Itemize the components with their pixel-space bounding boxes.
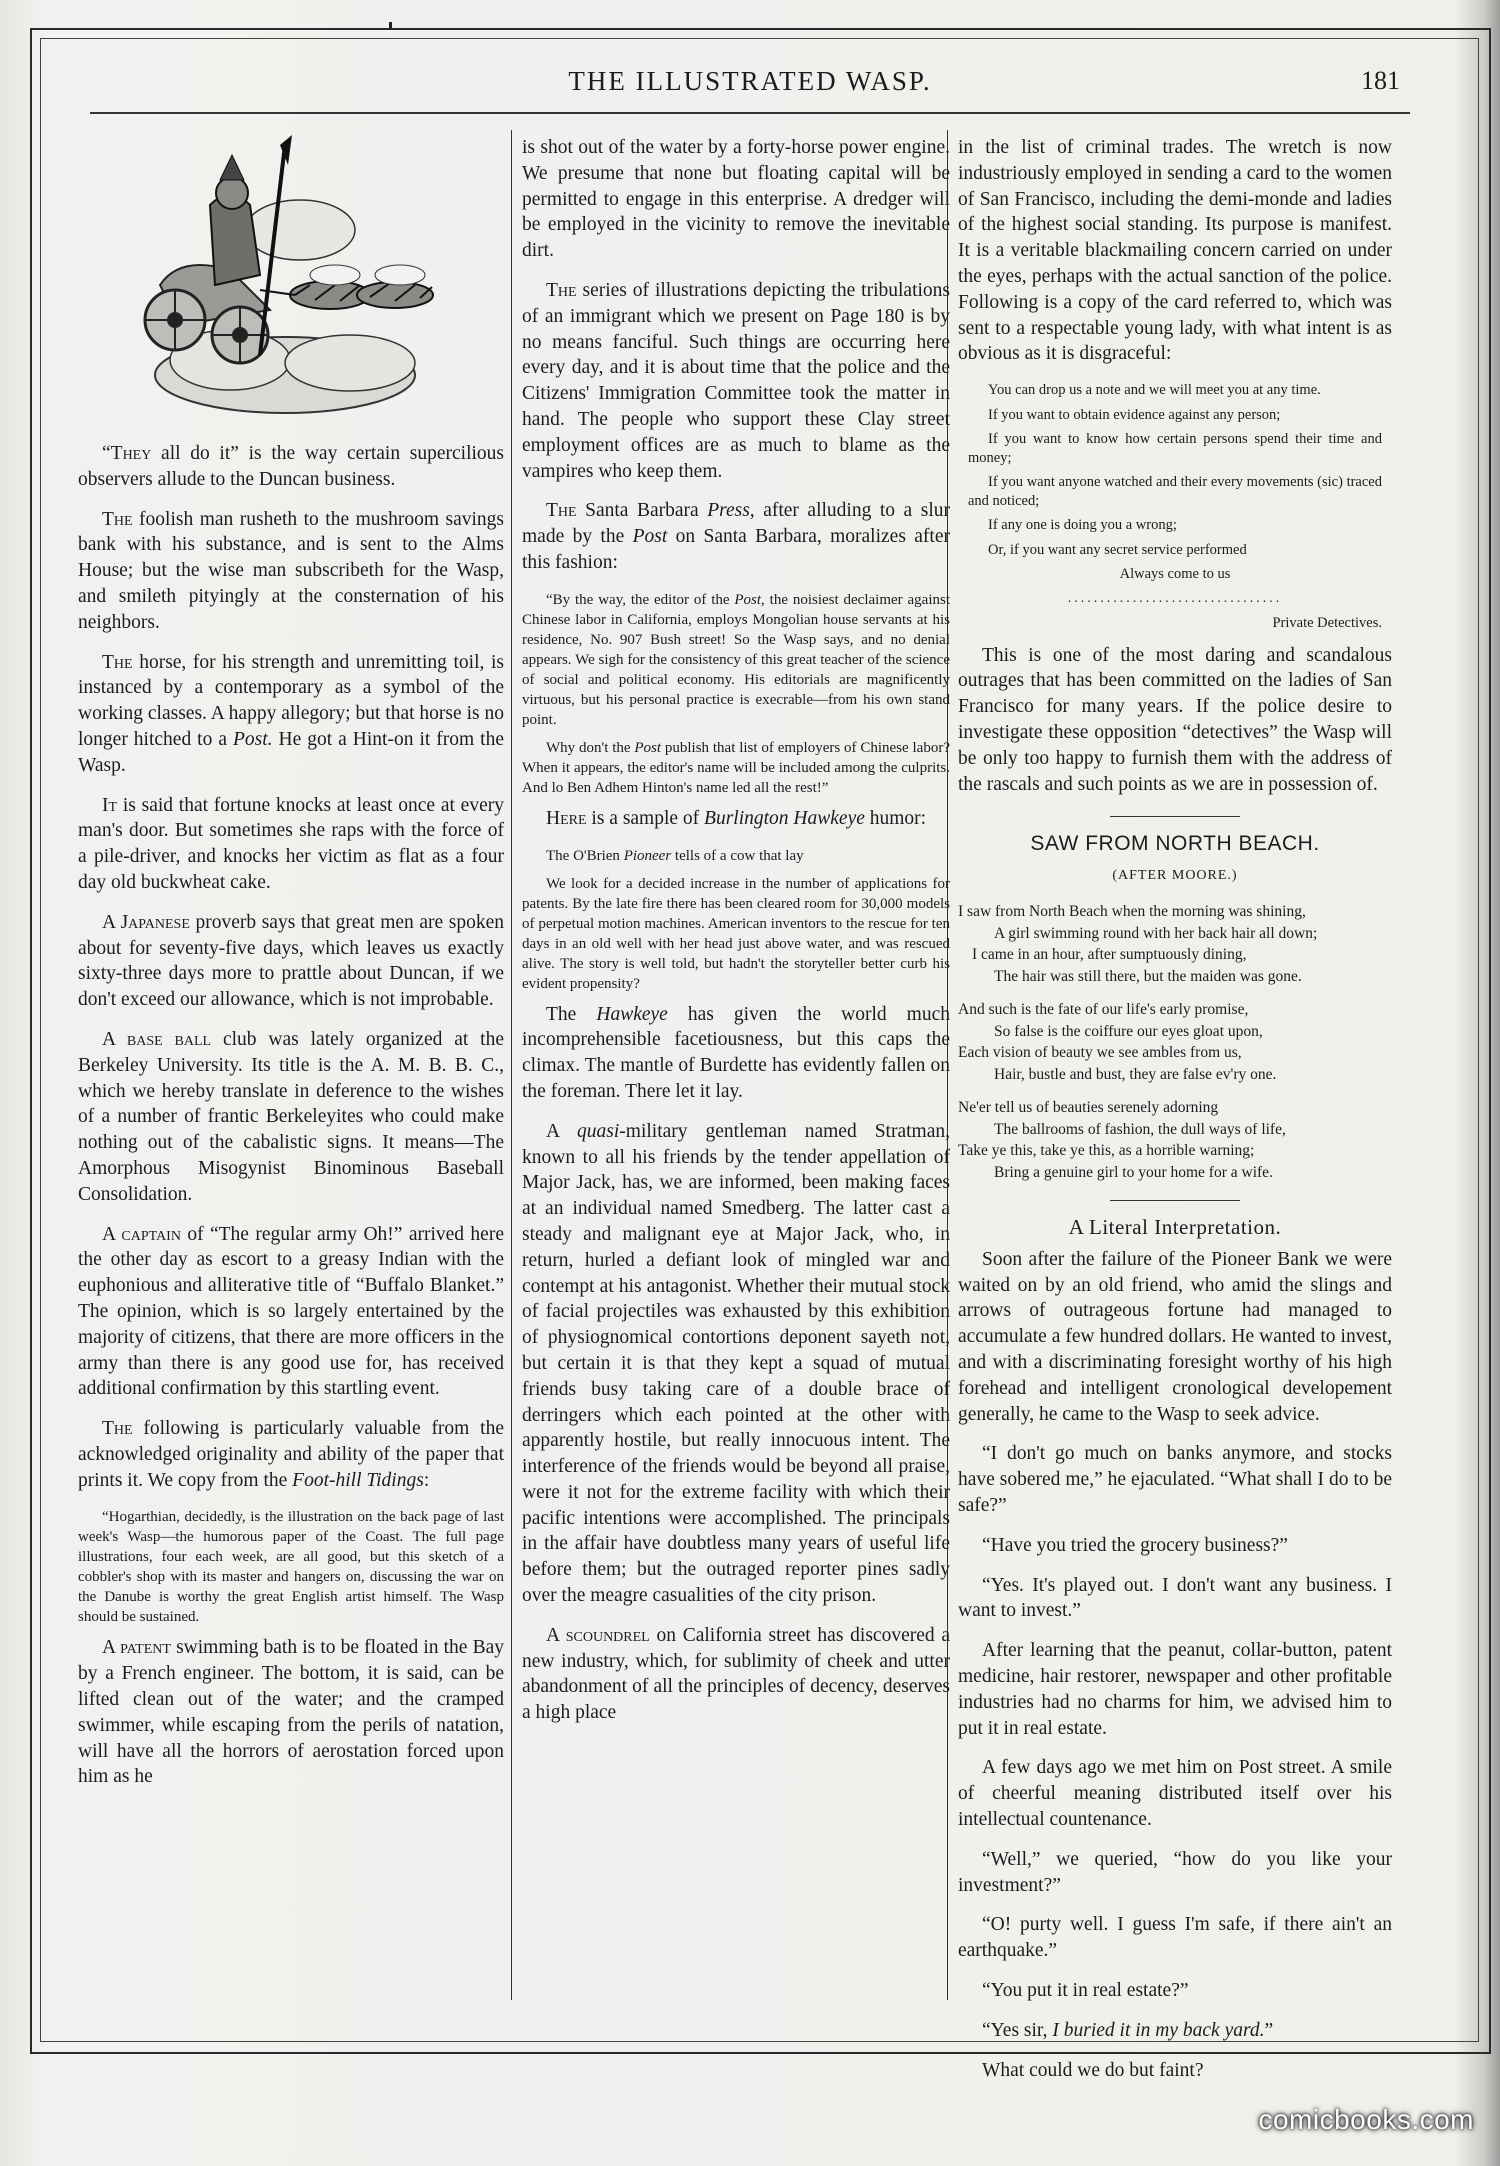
card-line: If any one is doing you a wrong;	[988, 517, 1177, 534]
masthead	[90, 62, 1410, 114]
paragraph: The series of illustrations depicting the tribulations of an immigrant which we present on Page 180 is by no means fanciful. Such things are occurring here every day, and it is about time that the police and the Citizens' Immigration Committee took the matter in hand. The people who support these Clay street employment offices are as much to blame as the vampires who keep them.	[522, 279, 950, 482]
paragraph: A few days ago we met him on Post street. A smile of cheerful meaning distributed itself over his intellectual countenance.	[958, 1757, 1392, 1830]
verse-line: A girl swimming round with her back hair all down;	[994, 924, 1318, 942]
quotation: Why don't the Post publish that list of employers of Chinese labor? When it appears, the editor's name will be included among the culprits. And lo Ben Adhem Hinton's name led all the rest!”	[522, 739, 950, 796]
paragraph: “O! purty well. I guess I'm safe, if there ain't an earthquake.”	[958, 1914, 1392, 1962]
detective-card	[968, 381, 1382, 633]
paragraph: The horse, for his strength and unremitting toil, is instanced by a contemporary as a symbol of the working classes. A happy allegory; but that horse is no longer hitched to a Post. He got a Hint-on it from the Wasp.	[78, 651, 504, 776]
poem-stanza	[958, 999, 1392, 1085]
paragraph: The foolish man rusheth to the mushroom savings bank with his substance, and is sent to the Alms House; but the wise man subscribeth for the Wasp, and smileth pityingly at the consternation of his neighbors.	[78, 508, 504, 633]
card-line: You can drop us a note and we will meet you at any time.	[988, 382, 1321, 399]
paragraph: A scoundrel on California street has discovered a new industry, which, for sublimity of cheek and utter abandonment of all the principles of decency, deserves a high place	[522, 1624, 951, 1724]
paragraph: “You put it in real estate?”	[982, 1979, 1189, 2001]
verse-line: Hair, bustle and bust, they are false ev'ry one.	[994, 1065, 1277, 1083]
poem-title: SAW FROM NORTH BEACH.	[1030, 832, 1320, 856]
paragraph: “They all do it” is the way certain supercilious observers allude to the Duncan business.	[78, 443, 504, 490]
paragraph: What could we do but faint?	[982, 2059, 1204, 2081]
paragraph: This is one of the most daring and scandalous outrages that has been committed on the ladies of San Francisco for many years. If the police desire to investigate these opposition “detectives” the Wasp will be only too happy to furnish them with the address of the rascals and such points as we are in possession of.	[958, 644, 1392, 795]
paragraph: The Hawkeye has given the world much incomprehensible facetiousness, but this caps the climax. The mantle of Burdette has evidently fallen on the foreman. There let it lay.	[522, 1003, 950, 1102]
card-line: If you want to obtain evidence against any person;	[988, 406, 1281, 423]
paragraph: “Yes sir, I buried it in my back yard.”	[982, 2019, 1274, 2041]
column-1	[78, 135, 504, 2005]
card-line: If you want anyone watched and their every movements (sic) traced and noticed;	[968, 474, 1382, 509]
verse-line: Each vision of beauty we see ambles from us,	[958, 1044, 1242, 1062]
poem-stanza	[958, 901, 1392, 987]
paragraph: A base ball club was lately organized at the Berkeley University. Its title is the A. M. B. B. C., which we hereby translate in deference to the wishes of a number of frantic Berkeleyites who could make nothing out of the cabalistic signs. It means—The Amorphous Misogynist Binominous Baseball Consolidation.	[78, 1028, 504, 1205]
page-number: 181	[1361, 66, 1400, 95]
verse-line: Ne'er tell us of beauties serenely adorning	[958, 1099, 1219, 1117]
quotation: We look for a decided increase in the number of applications for patents. By the late fire there has been cleared room for 30,000 models of perpetual motion machines. American inventors to the rescue for ten days in an old well with her head just above water, and was rescued alive. The story is well told, but hadn't the storyteller better curb his evident propensity?	[522, 875, 950, 992]
paragraph: in the list of criminal trades. The wretch is now industriously employed in sending a card to the women of San Francisco, including the demi-monde and ladies of the highest social standing. Its purpose is manifest. It is a veritable blackmailing concern carried on under the eyes, perhaps with the actual sanction of the police. Following is a copy of the card referred to, which was sent to a respectable young lady, with what intent is as obvious as it is disgraceful:	[958, 137, 1392, 365]
chariot-figure-illustration	[120, 135, 450, 425]
quotation: “Hogarthian, decidedly, is the illustration on the back page of last week's Wasp—the humorous paper of the Coast. The full page illustrations, four each week, are all good, but this sketch of a cobbler's shop with its master and hangers on, discussing the war on the Danube is worthy the great English artist himself. The Wasp should be sustained.	[78, 1509, 504, 1626]
paragraph: The following is particularly valuable from the acknowledged originality and ability of the paper that prints it. We copy from the Foot-hill Tidings:	[78, 1418, 504, 1491]
verse-line: I saw from North Beach when the morning was shining,	[958, 903, 1306, 921]
verse-line: I came in an hour, after sumptuously dining,	[972, 946, 1247, 964]
verse-line: Bring a genuine girl to your home for a wife.	[994, 1163, 1273, 1181]
paragraph: It is said that fortune knocks at least once at every man's door. But sometimes she raps with the force of a pile-driver, and knocks her victim as flat as a four day old buckwheat cake.	[78, 794, 504, 893]
paragraph: A patent swimming bath is to be floated in the Bay by a French engineer. The bottom, it is said, can be lifted clean out of the water; and the cramped swimmer, while escaping from the perils of natation, will have all the horrors of aerostation forced upon him as he	[78, 1637, 504, 1788]
quotation: The O'Brien Pioneer tells of a cow that lay	[546, 847, 804, 864]
verse-line: The hair was still there, but the maiden was gone.	[994, 967, 1302, 985]
column-3	[958, 135, 1392, 2081]
quotation: “By the way, the editor of the Post, the noisiest declaimer against Chinese labor in California, employs Mongolian house servants at his residence, No. 907 Bush street! So the Wasp says, and no denial appears. We sigh for the consistency of this great teacher of the science of social and political economy. His editorials are magnificently virtuous, but his personal practice is execrable—from his own stand point.	[522, 591, 950, 728]
column-2	[522, 135, 950, 2005]
card-signature: Private Detectives.	[1272, 615, 1382, 632]
paragraph: “I don't go much on banks anymore, and stocks have sobered me,” he ejaculated. “What shall I do to be safe?”	[958, 1443, 1392, 1517]
card-line: If you want to know how certain persons spend their time and money;	[968, 431, 1382, 466]
paragraph: After learning that the peanut, collar-button, patent medicine, hair restorer, newspaper and other profitable industries had no charms for him, we advised him to put it in real estate.	[958, 1640, 1392, 1739]
verse-line: The ballrooms of fashion, the dull ways of life,	[994, 1120, 1286, 1138]
card-dots: .................................	[1067, 590, 1283, 606]
paragraph: A Japanese proverb says that great men are spoken about for seventy-five days, which leaves us exactly sixty-three days more to prattle about Duncan, if we don't exceed our allowance, which is not improbable.	[78, 911, 504, 1011]
paragraph: “Have you tried the grocery business?”	[982, 1534, 1288, 1556]
paragraph: The Santa Barbara Press, after alluding to a slur made by the Post on Santa Barbara, moralizes after this fashion:	[522, 500, 950, 573]
publication-title: THE ILLUSTRATED WASP.	[568, 66, 932, 96]
card-line: Or, if you want any secret service performed	[988, 541, 1247, 558]
paragraph: is shot out of the water by a forty-horse power engine. We presume that none but floating capital will be permitted to engage in this enterprise. A dredger will be employed in the vicinity to remove the inevitable dirt.	[522, 137, 950, 262]
verse-line: So false is the coiffure our eyes gloat upon,	[994, 1022, 1263, 1040]
column-rule-1	[511, 130, 512, 2000]
ornamental-divider	[958, 811, 1392, 821]
paragraph: “Well,” we queried, “how do you like your investment?”	[958, 1848, 1392, 1896]
paragraph: Soon after the failure of the Pioneer Bank we were waited on by an old friend, who amid the slings and arrows of outrageous fortune had managed to accumulate a few hundred dollars. He wanted to invest, and with a discriminating foresight worthy of his high forehead and intelligent cronological developement generally, he came to the Wasp to seek advice.	[958, 1248, 1392, 1425]
paragraph: Here is a sample of Burlington Hawkeye humor:	[546, 807, 927, 829]
paragraph: A captain of “The regular army Oh!” arrived here the other day as escort to a greasy Indian with the euphonious and alliterative title of “Buffalo Blanket.” The opinion, which is so largely entertained by the majority of citizens, that there are more officers in the army than there is any good use for, has received additional confirmation by this startling event.	[78, 1223, 504, 1400]
watermark: comicbooks.com	[1258, 2104, 1474, 2135]
card-line: Always come to us	[1119, 566, 1231, 583]
verse-line: Take ye this, take ye this, as a horrible warning;	[958, 1142, 1255, 1160]
paragraph: A quasi-military gentleman named Stratman, known to all his friends by the tender appellation of Major Jack, has, we are informed, been making faces at an individual named Smedberg. The latter cast a steady and malignant eye at Major Jack, who, in return, hurled a defiant look of mingled war and contempt at his antagonist. Whether their mutual stock of facial projectiles was exhausted by this exhibition of physiognomical contortions deponent sayeth not, but certain it is that they kept a squad of mutual friends busy taking care of a double brace of derringers which each pointed at the other with apparently hostile, but really innocuous intent. The interference of the friends would be beyond all praise, were it not for the extreme facility with which their pacific intentions were accomplished. The principals in the affair have doubtless many years of useful life before them; but the outraged reporter pines sadly over the meagre casualities of the city prison.	[522, 1120, 950, 1607]
story-title: A Literal Interpretation.	[1068, 1215, 1282, 1240]
poem-subtitle: (AFTER MOORE.)	[1112, 868, 1238, 884]
poem-stanza	[958, 1097, 1392, 1183]
paragraph: “Yes. It's played out. I don't want any business. I want to invest.”	[958, 1574, 1392, 1622]
ornamental-divider	[958, 1195, 1392, 1205]
verse-line: And such is the fate of our life's early promise,	[958, 1001, 1249, 1019]
